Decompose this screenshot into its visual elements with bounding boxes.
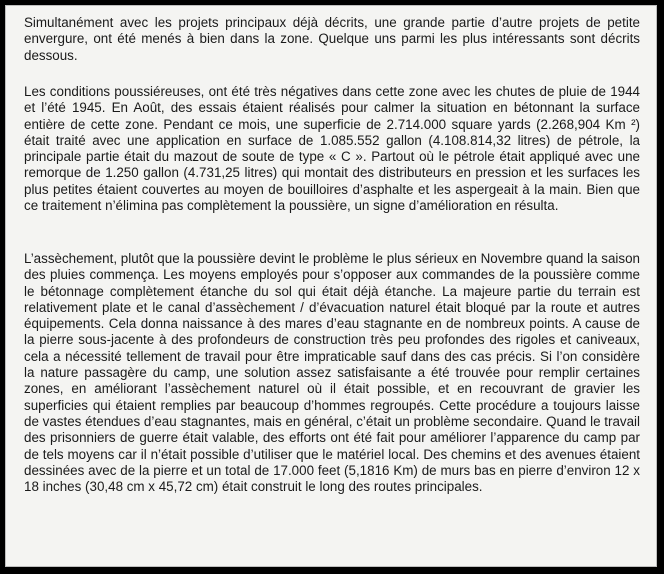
paragraph-2-text: Les conditions poussiéreuses, ont été très négatives dans cette zone avec les chutes de pluie de 1944 et l’été 1945. En Août, des essais étaient réalisés pour calmer la situation en bétonnant la surface entière de cette zone. Pendant ce mois, une superficie de 2.714.000 square yards (2.268,904 Km ²) était traité avec une application en surface de 1.085.552 gallon (4.108.814,32 litres) de pétrole, la principale partie était du mazout de soute de type « C ». Partout où le pétrole était appliqué avec une remorque de 1.250 gallon (4.731,25 litres) qui montait des distributeurs en pression et les surfaces les plus petites étaient couvertes au moyen de bouilloires d’asphalte et les aspergeait à la main. Bien que ce traitement n’élimina pas complètement la poussière, un signe d’amélioration en résulta. xyxy=(24,84,640,214)
paragraph-3-text: L’assèchement, plutôt que la poussière devint le problème le plus sérieux en Novembre quand la saison des pluies commença. Les moyens employés pour s’opposer aux commandes de la poussière comme le bétonnage complètement étanche du sol qui était déjà étanche. La majeure partie du terrain est relativement plate et le canal d’assèchement / d’évacuation naturel était bloqué par la route et autres équipements. Cela donna naissance à des mares d’eau stagnante en de nombreux points. A cause de la pierre sous-jacente à des profondeurs de construction très peu profondes des rigoles et caniveaux, cela a nécessité tellement de travail pour être impraticable sauf dans des cas précis. Si l’on considère la nature passagère du camp, une solution assez satisfaisante a été trouvée pour remplir certaines zones, en améliorant l’assèchement naturel où il était possible, et en recouvrant de gravier les superficies qui étaient remplies par beaucoup d’hommes regroupés. Cette procédure a toujours laisse de vastes étendues d’eau stagnantes, mais en général, c’était un problème secondaire. Quand le travail des prisonniers de guerre était valable, des efforts ont été fait pour améliorer l’apparence du camp par de tels moyens car il n’était possible d’utiliser que le matériel local. Des chemins et des avenues étaient dessinées avec de la pierre et un total de 17.000 feet (5,1816 Km) de murs bas en pierre d’environ 12 x 18 inches (30,48 cm x 45,72 cm) était construit le long des routes principales. xyxy=(24,251,640,495)
paragraph-drainage xyxy=(24,251,640,495)
paragraph-dust-conditions xyxy=(24,84,640,214)
document-page xyxy=(5,5,657,567)
paragraph-1-text: Simultanément avec les projets principaux déjà décrits, une grande partie d’autre projets de petite envergure, ont été menés à bien dans la zone. Quelque uns parmi les plus intéressants sont décrits dessous. xyxy=(24,15,640,63)
paragraph-intro xyxy=(24,15,640,64)
